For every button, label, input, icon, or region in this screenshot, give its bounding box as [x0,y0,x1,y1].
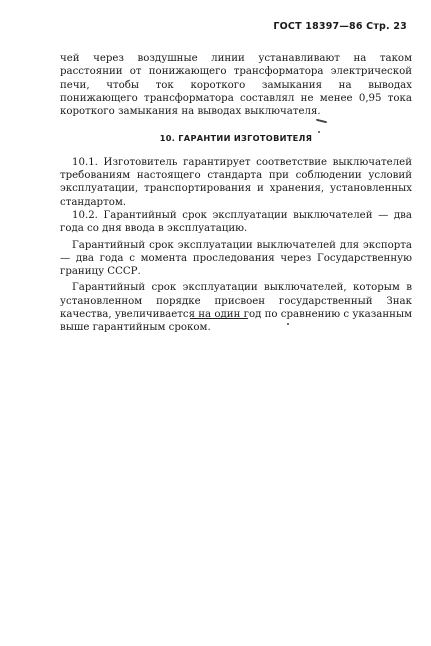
page-content [60,52,412,335]
paragraph-quality-mark: Гарантийный срок эксплуатации выключателей, которым в установленном порядке присвоен государственный Знак качества, увеличивается на один год по сравнению с указанным выше гарантийным сроком. [60,282,412,334]
paragraph-export: Гарантийный срок эксплуатации выключателей для экспорта — два года с момента проследования через Государственную границу СССР. [60,239,412,278]
paragraph-10-1: 10.1. Изготовитель гарантирует соответствие выключателей требованиям настоящего стандарта при соблюдении условий эксплуатации, транспортирования и хранения, установленных стандартом. [60,156,412,208]
scan-speck [287,323,289,325]
section-heading: 10. ГАРАНТИИ ИЗГОТОВИТЕЛЯ [159,133,313,144]
scan-speck [318,131,320,133]
end-rule [190,318,248,319]
paragraph-10-2: 10.2. Гарантийный срок эксплуатации выключателей — два года со дня ввода в эксплуатацию. [60,209,412,235]
intro-paragraph: чей через воздушные линии устанавливают на таком расстоянии от понижающего трансформатора электрической печи, чтобы ток короткого замыкания на выводах понижающего трансформатора составлял не менее 0,95 тока короткого замыкания на выводах выключателя. [60,53,412,118]
page-header: ГОСТ 18397—86 Стр. 23 [273,21,407,32]
